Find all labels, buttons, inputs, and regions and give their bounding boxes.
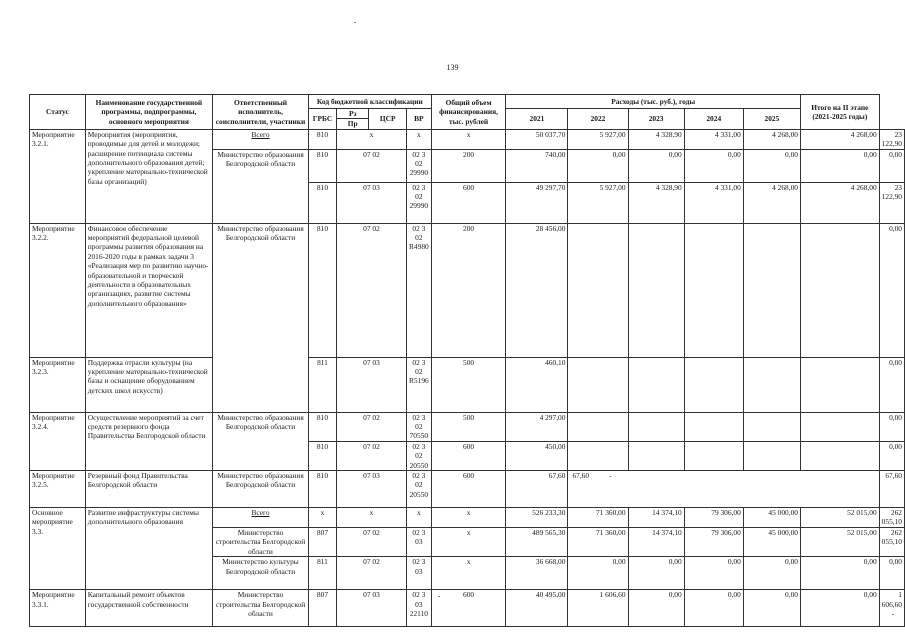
executor-cell: Министерство образования Белгородской области xyxy=(213,412,309,470)
vr-cell: х xyxy=(431,129,506,149)
stage-total-cell: 0,00 xyxy=(879,357,904,412)
value-2023-cell: 0,00 xyxy=(684,149,743,182)
value-2022-cell xyxy=(628,412,684,441)
name-cell: Развитие инфраструктуры системы дополнительного образования xyxy=(85,508,212,590)
value-2021-cell: 0,00 xyxy=(568,149,628,182)
value-2025-cell: 0,00 xyxy=(800,590,879,627)
value-2023-cell: 4 331,00 xyxy=(684,129,743,149)
status-cell: Мероприятие 3.2.3. xyxy=(30,357,86,412)
executor-cell: Министерство культуры Белгородской области xyxy=(213,557,309,590)
scan-speck xyxy=(438,596,440,597)
value-2025-cell: 52 015,00 xyxy=(800,508,879,528)
rzpr-cell: 07 03 xyxy=(336,471,406,508)
grbs-cell: 810 xyxy=(309,182,337,223)
value-2024-cell: 0,00 xyxy=(743,557,800,590)
csr-cell: 02 3 03 xyxy=(407,557,432,590)
executor-cell: Министерство образования Белгородской области xyxy=(213,471,309,508)
value-2025-cell xyxy=(800,357,879,412)
header-2024: 2024 xyxy=(684,109,743,130)
rzpr-cell: 07 02 xyxy=(336,223,406,357)
value-2025-cell: 0,00 xyxy=(800,149,879,182)
name-cell: Мероприятия (мероприятия, проводимые для детей и молодежи; расширение потенциала системы дополнительного образования детей; укрепление материально-технической базы организаций) xyxy=(85,129,212,223)
header-stage-total: Итого на II этапе (2021-2025 годы) xyxy=(800,95,879,130)
grbs-cell: 810 xyxy=(309,223,337,357)
value-2024-cell: 0,00 xyxy=(743,149,800,182)
status-cell: Основное мероприятие 3.3. xyxy=(30,508,86,590)
csr-cell: х xyxy=(407,508,432,528)
grbs-cell: 810 xyxy=(309,412,337,441)
grbs-cell: 811 xyxy=(309,357,337,412)
value-2024-cell xyxy=(743,357,800,412)
value-2022-cell xyxy=(628,223,684,357)
total-cell: 49 297,70 xyxy=(506,182,568,223)
stage-total-cell: 0,00 xyxy=(879,441,904,470)
grbs-cell: 807 xyxy=(309,527,337,556)
total-cell: 460,10 xyxy=(506,357,568,412)
page-number: 139 xyxy=(446,63,459,72)
header-2022: 2022 xyxy=(568,109,628,130)
value-2025-cell xyxy=(800,441,879,470)
value-2021-cell: 1 606,60 xyxy=(568,590,628,627)
value-2022-cell: 0,00 xyxy=(628,149,684,182)
stage-total-cell: 0,00 xyxy=(879,412,904,441)
grbs-cell: 810 xyxy=(309,471,337,508)
name-cell: Резервный фонд Правительства Белгородской области xyxy=(85,471,212,508)
rzpr-cell: 07 02 xyxy=(336,441,406,470)
rzpr-cell: 07 03 xyxy=(336,357,406,412)
value-2023-cell xyxy=(684,357,743,412)
value-2022-cell: 4 328,90 xyxy=(628,182,684,223)
value-2022-cell xyxy=(628,357,684,412)
rzpr-cell: 07 02 xyxy=(336,557,406,590)
value-2023-cell: 4 331,00 xyxy=(684,182,743,223)
value-2022-cell xyxy=(628,441,684,470)
header-grbs: ГРБС xyxy=(309,109,337,130)
grbs-cell: 810 xyxy=(309,129,337,149)
value-2021-cell: 71 360,00 xyxy=(568,508,628,528)
total-cell: 50 037,70 xyxy=(506,129,568,149)
value-2022-cell: 14 374,10 xyxy=(628,508,684,528)
stage-total-cell: 1 606,60 xyxy=(879,590,904,627)
csr-cell: 02 3 03 xyxy=(407,527,432,556)
value-2022-cell: 0,00 xyxy=(628,590,684,627)
status-cell: Мероприятие 3.2.5. xyxy=(30,471,86,508)
value-2021-cell: 5 927,00 xyxy=(568,129,628,149)
value-2023-cell xyxy=(684,223,743,357)
executor-cell: Всего xyxy=(213,508,309,528)
scan-speck xyxy=(892,614,894,615)
dash-mark: - xyxy=(609,471,612,481)
name-cell: Капитальный ремонт объектов государственной собственности xyxy=(85,590,212,627)
csr-cell: 02 3 03 22110 xyxy=(407,590,432,627)
vr-cell: 600 xyxy=(431,182,506,223)
value-2021-cell: 71 360,00 xyxy=(568,527,628,556)
total-cell: 28 456,00 xyxy=(506,223,568,357)
stage-total-cell: 23 122,90 xyxy=(879,129,904,149)
stage-total-cell: 262 055,10 xyxy=(879,527,904,556)
csr-cell: х xyxy=(407,129,432,149)
budget-table xyxy=(29,94,905,627)
vr-cell: 500 xyxy=(431,412,506,441)
rzpr-cell: 07 03 xyxy=(336,182,406,223)
header-executor: Ответственный исполнитель, соисполнители, участники xyxy=(213,95,309,130)
name-cell: Финансовое обеспечение мероприятий федеральной целевой программы развития образования на 2016-2020 годы в рамках задачи 3 «Реализация мер по развитию научно-образовательной и творческой деятельности в образовательных организациях, развитие системы дополнительного образования» xyxy=(85,223,212,357)
total-cell: 489 565,30 xyxy=(506,527,568,556)
vr-cell: х xyxy=(431,527,506,556)
csr-cell: 02 3 02 20550 xyxy=(407,441,432,470)
header-vr: ВР xyxy=(407,109,432,130)
value-2025-cell xyxy=(800,412,879,441)
value-2021-cell: 67,60 xyxy=(572,471,590,481)
status-cell: Мероприятие 3.2.2. xyxy=(30,223,86,357)
value-2023-cell xyxy=(684,412,743,441)
value-2025-cell: 0,00 xyxy=(800,557,879,590)
executor-cell: Министерство строительства Белгородской области xyxy=(213,590,309,627)
value-2021-cell xyxy=(568,412,628,441)
stage-total-cell: 23 122,90 xyxy=(879,182,904,223)
value-2021-cell: 0,00 xyxy=(568,557,628,590)
csr-cell: 02 3 02 20550 xyxy=(407,471,432,508)
csr-cell: 02 3 02 R4980 xyxy=(407,223,432,357)
header-expenses: Расходы (тыс. руб.), годы xyxy=(506,95,801,109)
expenses-2021-2025-cell xyxy=(568,471,879,508)
vr-cell: 500 xyxy=(431,357,506,412)
rzpr-cell: 07 02 xyxy=(336,527,406,556)
rzpr-cell: 07 03 xyxy=(336,590,406,627)
grbs-cell: 810 xyxy=(309,149,337,182)
stage-total-cell: 0,00 xyxy=(879,223,904,357)
header-2025: 2025 xyxy=(743,109,800,130)
total-cell: 67,60 xyxy=(506,471,568,508)
value-2023-cell: 0,00 xyxy=(684,590,743,627)
header-status: Статус xyxy=(30,95,86,130)
value-2024-cell: 0,00 xyxy=(743,590,800,627)
value-2022-cell: 14 374,10 xyxy=(628,527,684,556)
csr-cell: 02 3 02 29990 xyxy=(407,182,432,223)
executor-cell xyxy=(213,357,309,412)
value-2025-cell: 52 015,00 xyxy=(800,527,879,556)
header-csr: ЦСР xyxy=(369,109,407,130)
value-2021-cell xyxy=(568,223,628,357)
vr-cell: 600 xyxy=(431,471,506,508)
vr-cell: 600 xyxy=(431,590,506,627)
vr-cell: 600 xyxy=(431,441,506,470)
value-2022-cell: 0,00 xyxy=(628,557,684,590)
total-cell: 36 668,00 xyxy=(506,557,568,590)
executor-cell: Министерство образования Белгородской области xyxy=(213,223,309,357)
value-2021-cell xyxy=(568,441,628,470)
executor-cell: Всего xyxy=(213,129,309,149)
grbs-cell: 810 xyxy=(309,441,337,470)
header-total-funding: Общий объем финансирования, тыс. рублей xyxy=(431,95,506,130)
grbs-cell: х xyxy=(309,508,337,528)
total-cell: 40 495,00 xyxy=(506,590,568,627)
header-2023: 2023 xyxy=(628,109,684,130)
name-cell: Осуществление мероприятий за счет средств резервного фонда Правительства Белгородской области xyxy=(85,412,212,470)
value-2025-cell xyxy=(800,223,879,357)
value-2024-cell xyxy=(743,223,800,357)
value-2024-cell: 4 268,00 xyxy=(743,182,800,223)
value-2022-cell: 4 328,90 xyxy=(628,129,684,149)
status-cell: Мероприятие 3.3.1. xyxy=(30,590,86,627)
grbs-cell: 811 xyxy=(309,557,337,590)
csr-cell: 02 3 02 29990 xyxy=(407,149,432,182)
header-name: Наименование государственной программы, подпрограммы, основного мероприятия xyxy=(85,95,212,130)
total-cell: 450,00 xyxy=(506,441,568,470)
scan-speck xyxy=(354,22,356,23)
rzpr-cell: 07 02 xyxy=(336,149,406,182)
value-2025-cell: 4 268,00 xyxy=(800,182,879,223)
value-2023-cell: 0,00 xyxy=(684,557,743,590)
rzpr-cell: х xyxy=(336,508,406,528)
value-2024-cell: 45 000,00 xyxy=(743,527,800,556)
value-2024-cell xyxy=(743,412,800,441)
header-budget-code: Код бюджетной классификации xyxy=(309,95,432,109)
total-cell: 4 297,00 xyxy=(506,412,568,441)
value-2023-cell xyxy=(684,441,743,470)
vr-cell: х xyxy=(431,557,506,590)
value-2023-cell: 79 306,00 xyxy=(684,527,743,556)
rzpr-cell: 07 02 xyxy=(336,412,406,441)
stage-total-cell: 0,00 xyxy=(879,557,904,590)
header-pr: Пр xyxy=(336,119,369,129)
csr-cell: 02 3 02 70550 xyxy=(407,412,432,441)
executor-cell: Министерство образования Белгородской области xyxy=(213,149,309,223)
value-2025-cell: 4 268,00 xyxy=(800,129,879,149)
total-cell: 526 233,30 xyxy=(506,508,568,528)
value-2021-cell xyxy=(568,357,628,412)
header-rz: Рз xyxy=(336,109,369,119)
rzpr-cell: х xyxy=(336,129,406,149)
grbs-cell: 807 xyxy=(309,590,337,627)
vr-cell: 200 xyxy=(431,149,506,182)
status-cell: Мероприятие 3.2.1. xyxy=(30,129,86,223)
csr-cell: 02 3 02 R5196 xyxy=(407,357,432,412)
value-2023-cell: 79 306,00 xyxy=(684,508,743,528)
stage-total-cell: 0,00 xyxy=(879,149,904,182)
header-2021: 2021 xyxy=(506,109,568,130)
value-2024-cell xyxy=(743,441,800,470)
stage-total-cell: 262 055,10 xyxy=(879,508,904,528)
name-cell: Поддержка отрасли культуры (на укрепление материально-технической базы и оснащение оборудованием детских школ искусств) xyxy=(85,357,212,412)
vr-cell: х xyxy=(431,508,506,528)
stage-total-cell: 67,60 xyxy=(879,471,904,508)
value-2024-cell: 4 268,00 xyxy=(743,129,800,149)
status-cell: Мероприятие 3.2.4. xyxy=(30,412,86,470)
total-cell: 740,00 xyxy=(506,149,568,182)
executor-cell: Министерство строительства Белгородской области xyxy=(213,527,309,556)
vr-cell: 200 xyxy=(431,223,506,357)
value-2021-cell: 5 927,00 xyxy=(568,182,628,223)
value-2024-cell: 45 000,00 xyxy=(743,508,800,528)
